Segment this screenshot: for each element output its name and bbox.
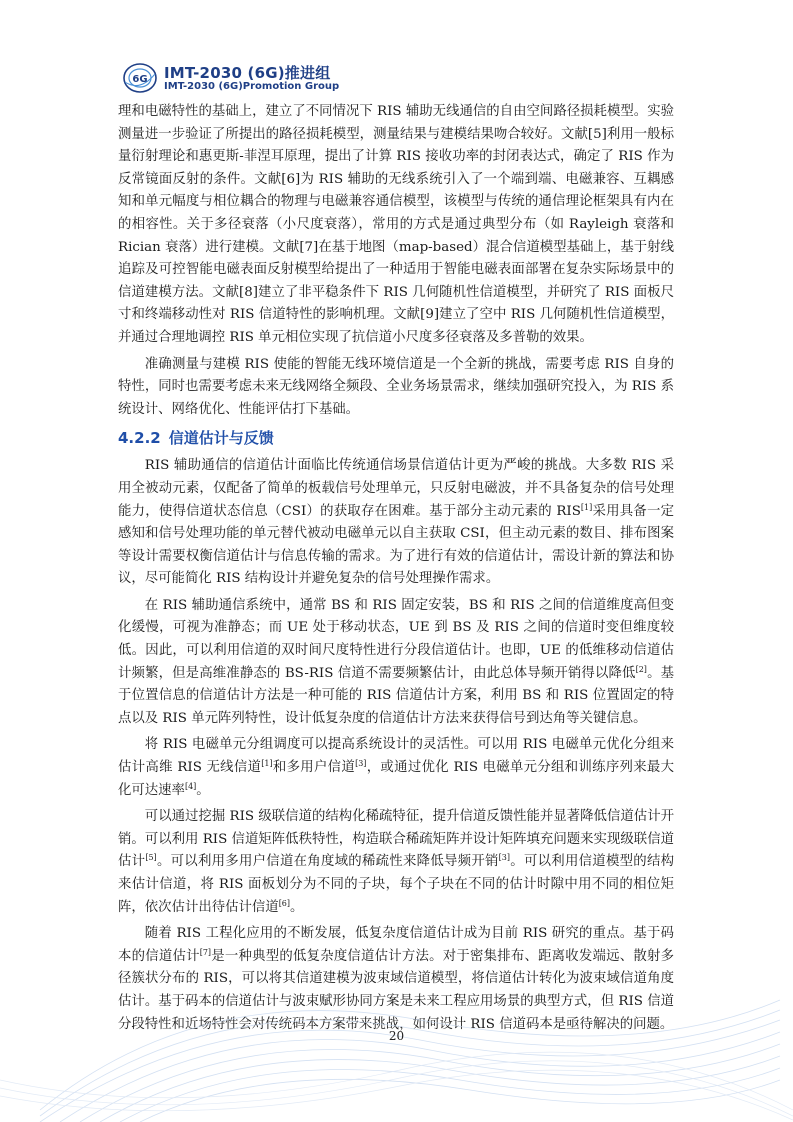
citation: [6] bbox=[278, 898, 291, 908]
paragraph-5: 将 RIS 电磁单元分组调度可以提高系统设计的灵活性。可以用 RIS 电磁单元优化分组来估计高维 RIS 无线信道[1]和多用户信道[3]，或通过优化 RIS 电磁单元分组和训练序列来最大化可达速率[4]。 bbox=[118, 737, 675, 798]
org-title: IMT-2030 (6G)推进组 bbox=[164, 64, 331, 82]
org-subtitle: IMT-2030 (6G)Promotion Group bbox=[164, 81, 340, 92]
logo-text: 6G bbox=[132, 74, 148, 85]
paragraph-6: 可以通过挖掘 RIS 级联信道的结构化稀疏特征，提升信道反馈性能并显著降低信道估计开销。可以利用 RIS 信道矩阵低秩特性，构造联合稀疏矩阵并设计矩阵填充问题来实现级联信道估计[5]。可以利用多用户信道在角度域的稀疏性来降低导频开销[3]。可以利用信道模型的结构来估计信道，将 RIS 面板划分为不同的子块，每个子块在不同的估计时隙中用不同的相位矩阵，依次估计出待估计信道[6]。 bbox=[118, 809, 675, 915]
section-heading bbox=[118, 427, 674, 449]
citation: [7] bbox=[199, 947, 212, 957]
citation: [1] bbox=[580, 502, 593, 512]
paragraph-7: 随着 RIS 工程化应用的不断发展，低复杂度信道估计成为目前 RIS 研究的重点。基于码本的信道估计[7]是一种典型的低复杂度信道估计方法。对于密集排布、距离收发端远、散射多径簇状分布的 RIS，可以将其信道建模为波束域信道模型，将信道估计转化为波束域信道角度估计。基于码本的信道估计与波束赋形协同方案是未来工程应用场景的典型方式，但 RIS 信道分段特性和近场特性会对传统码本方案带来挑战，如何设计 RIS 信道码本是亟待解决的问题。 bbox=[118, 926, 675, 1032]
paragraph-4: 在 RIS 辅助通信系统中，通常 BS 和 RIS 固定安装，BS 和 RIS 之间的信道维度高但变化缓慢，可视为准静态；而 UE 处于移动状态，UE 到 BS 及 RIS 之间的信道时变但维度较低。因此，可以利用信道的双时间尺度特性进行分段信道估计。也即，UE 的低维移动信道估计频繁，但是高维准静态的 BS-RIS 信道不需要频繁估计，由此总体导频开销得以降低[2]。基于位置信息的信道估计方法是一种可能的 RIS 信道估计方案，利用 BS 和 RIS 位置固定的特点以及 RIS 单元阵列特性，设计低复杂度的信道估计方法来获得信号到达角等关键信息。 bbox=[118, 597, 674, 726]
paragraph-1: 理和电磁特性的基础上，建立了不同情况下 RIS 辅助无线通信的自由空间路径损耗模型。实验测量进一步验证了所提出的路径损耗模型，测量结果与建模结果吻合较好。文献[5]利用一般标量衍射理论和惠更斯-菲涅耳原理，提出了计算 RIS 接收功率的封闭表达式，确定了 RIS 作为反常镜面反射的条件。文献[6]为 RIS 辅助的无线系统引入了一个端到端、电磁兼容、互耦感知和单元幅度与相位耦合的物理与电磁兼容通信模型，该模型与传统的通信理论框架具有内在的相容性。关于多径衰落（小尺度衰落），常用的方式是通过典型分布（如 Rayleigh 衰落和 Rician 衰落）进行建模。文献[7]在基于地图（map-based）混合信道模型基础上，基于射线追踪及可控智能电磁表面反射模型给提出了一种适用于智能电磁表面部署在复杂实际场景中的信道建模方法。文献[8]建立了非平稳条件下 RIS 几何随机性信道模型，并研究了 RIS 面板尺寸和终端移动性对 RIS 信道特性的影响机理。文献[9]建立了空中 RIS 几何随机性信道模型，并通过合理地调控 RIS 单元相位实现了抗信道小尺度多径衰落及多普勒的效果。 bbox=[118, 104, 674, 345]
paragraph-3: RIS 辅助通信的信道估计面临比传统通信场景信道估计更为严峻的挑战。大多数 RIS 采用全被动元素，仅配备了简单的板载信号处理单元，只反射电磁波，并不具备复杂的信号处理能力，使得信道状态信息（CSI）的获取存在困难。基于部分主动元素的 RIS[1]采用具备一定感知和信号处理功能的单元替代被动电磁单元以自主获取 CSI，但主动元素的数目、排布图案等设计需要权衡信道估计与信息传输的需求。为了进行有效的信道估计，需设计新的算法和协议，尽可能简化 RIS 结构设计并避免复杂的信号处理操作需求。 bbox=[118, 458, 674, 587]
page-number: 20 bbox=[388, 1029, 405, 1043]
citation: [3] bbox=[355, 759, 367, 769]
section-title: 信道估计与反馈 bbox=[168, 429, 274, 448]
imt-2030-logo-icon bbox=[122, 60, 158, 96]
page-header bbox=[122, 58, 682, 98]
citation: [1] bbox=[261, 759, 273, 769]
document-body bbox=[118, 101, 674, 1040]
citation: [2] bbox=[635, 664, 647, 674]
citation: [4] bbox=[184, 781, 197, 791]
citation: [5] bbox=[145, 853, 157, 863]
paragraph-2: 准确测量与建模 RIS 使能的智能无线环境信道是一个全新的挑战，需要考虑 RIS 自身的特性，同时也需要考虑未来无线网络全频段、全业务场景需求，继续加强研究投入，为 RIS 系统设计、网络优化、性能评估打下基础。 bbox=[118, 356, 674, 417]
citation: [3] bbox=[498, 853, 510, 863]
section-number: 4.2.2 bbox=[118, 429, 161, 448]
